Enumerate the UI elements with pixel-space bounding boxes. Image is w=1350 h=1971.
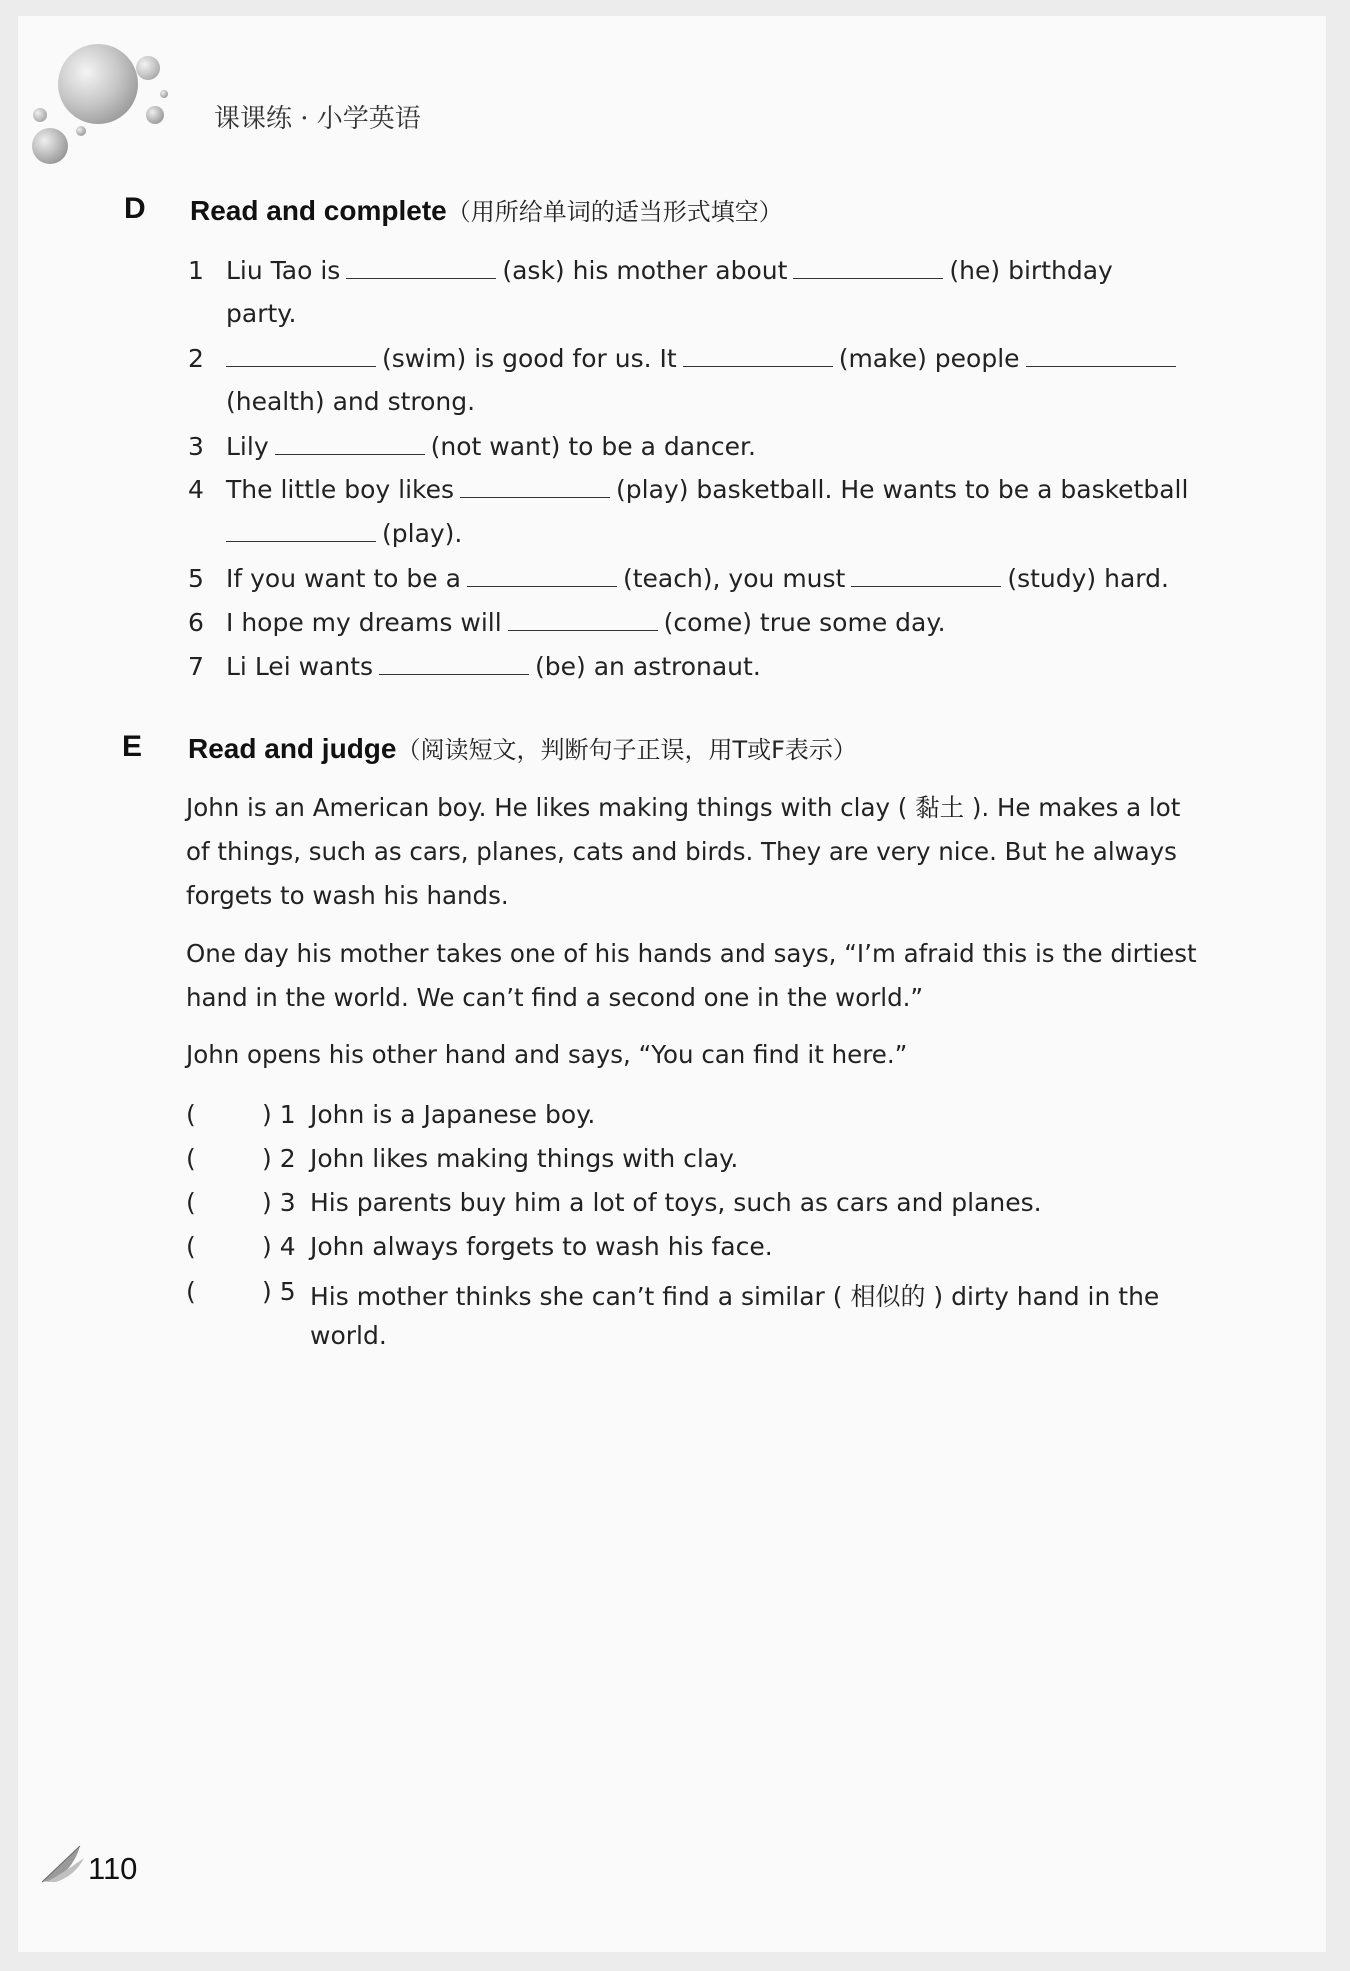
section-e-title-cn: （阅读短文，判断句子正误，用T或F表示）: [396, 736, 857, 764]
bubble-icon: [33, 108, 47, 122]
answer-paren-open[interactable]: (: [186, 1100, 196, 1129]
item-text: (play).: [382, 519, 463, 548]
item-text: I hope my dreams will: [226, 608, 502, 637]
exercise-item-1: [226, 256, 1113, 285]
item-text: (teach), you must: [622, 564, 846, 593]
question-text: John always forgets to wash his face.: [310, 1232, 773, 1261]
section-e-title: [188, 730, 857, 765]
answer-blank[interactable]: [275, 432, 425, 455]
exercise-item-4: [226, 475, 1188, 504]
item-text: Liu Tao is: [226, 256, 341, 285]
bubble-icon: [76, 126, 86, 136]
section-e-title-en: Read and judge: [188, 733, 397, 764]
exercise-item-4-cont: [220, 519, 462, 548]
question-text: His mother thinks she can’t find a similar ( 相似的 ) dirty hand in the: [310, 1282, 1160, 1311]
answer-blank[interactable]: [793, 256, 943, 279]
item-text: Li Lei wants: [226, 652, 374, 681]
item-text: party.: [226, 299, 297, 328]
question-number: ) 1: [262, 1100, 296, 1129]
item-text: (play) basketball. He wants to be a basketball: [616, 475, 1189, 504]
question-number: ) 4: [262, 1232, 296, 1261]
item-number: 2: [188, 344, 204, 373]
answer-paren-open[interactable]: (: [186, 1144, 196, 1173]
bubble-icon: [58, 44, 138, 124]
section-e-letter: E: [122, 730, 143, 763]
page-header: 课课练 · 小学英语: [214, 104, 421, 134]
bubble-icon: [136, 56, 160, 80]
answer-paren-open[interactable]: (: [186, 1277, 196, 1306]
passage-paragraph: John is an American boy. He likes making things with clay ( 黏土 ). He makes a lot of things, such as cars, planes, cats and birds. They are very nice. But he always forgets to wash his hands.: [186, 793, 1181, 910]
item-text: (not want) to be a dancer.: [430, 432, 756, 461]
bubble-icon: [160, 90, 168, 98]
question-text: world.: [310, 1321, 387, 1350]
item-number: 7: [188, 652, 204, 681]
item-text: Lily: [226, 432, 269, 461]
item-number: 5: [188, 564, 204, 593]
item-number: 3: [188, 432, 204, 461]
bubble-icon: [146, 106, 164, 124]
answer-paren-open[interactable]: (: [186, 1188, 196, 1217]
section-d-title: [190, 192, 783, 227]
section-d-title-cn: （用所给单词的适当形式填空）: [446, 198, 783, 226]
question-text: John is a Japanese boy.: [310, 1100, 596, 1129]
exercise-item-7: [226, 652, 761, 681]
item-text: If you want to be a: [226, 564, 461, 593]
leaf-icon: [40, 1842, 86, 1884]
item-number: 1: [188, 256, 204, 285]
section-d-title-en: Read and complete: [190, 195, 447, 226]
answer-blank[interactable]: [226, 344, 376, 367]
section-d-letter: D: [124, 192, 146, 225]
item-text: The little boy likes: [226, 475, 455, 504]
answer-blank[interactable]: [379, 652, 529, 675]
bubble-icon: [32, 128, 68, 164]
item-text: (study) hard.: [1007, 564, 1169, 593]
item-number: 6: [188, 608, 204, 637]
answer-blank[interactable]: [460, 475, 610, 498]
item-number: 4: [188, 475, 204, 504]
question-number: ) 5: [262, 1277, 296, 1306]
answer-blank[interactable]: [851, 564, 1001, 587]
page-number: 110: [88, 1851, 138, 1886]
answer-blank[interactable]: [508, 608, 658, 631]
question-text: John likes making things with clay.: [310, 1144, 739, 1173]
item-text: (be) an astronaut.: [535, 652, 761, 681]
item-text: (make) people: [838, 344, 1020, 373]
item-text: (come) true some day.: [663, 608, 946, 637]
answer-blank[interactable]: [346, 256, 496, 279]
answer-blank[interactable]: [683, 344, 833, 367]
item-text: (ask) his mother about: [502, 256, 788, 285]
question-number: ) 2: [262, 1144, 296, 1173]
exercise-item-3: [226, 432, 756, 461]
question-number: ) 3: [262, 1188, 296, 1217]
passage-paragraph: John opens his other hand and says, “You can find it here.”: [186, 1040, 908, 1069]
item-text: (swim) is good for us. It: [382, 344, 677, 373]
workbook-page: [18, 16, 1326, 1952]
question-text: His parents buy him a lot of toys, such as cars and planes.: [310, 1188, 1042, 1217]
answer-paren-open[interactable]: (: [186, 1232, 196, 1261]
item-text: (he) birthday: [949, 256, 1113, 285]
exercise-item-6: [226, 608, 946, 637]
answer-blank[interactable]: [467, 564, 617, 587]
item-text: (health) and strong.: [226, 387, 476, 416]
passage-paragraph: One day his mother takes one of his hands and says, “I’m afraid this is the dirtiest hand in the world. We can’t find a second one in the world.”: [186, 939, 1197, 1012]
exercise-item-5: [226, 564, 1169, 593]
answer-blank[interactable]: [226, 519, 376, 542]
exercise-item-2: [220, 344, 1182, 373]
answer-blank[interactable]: [1026, 344, 1176, 367]
